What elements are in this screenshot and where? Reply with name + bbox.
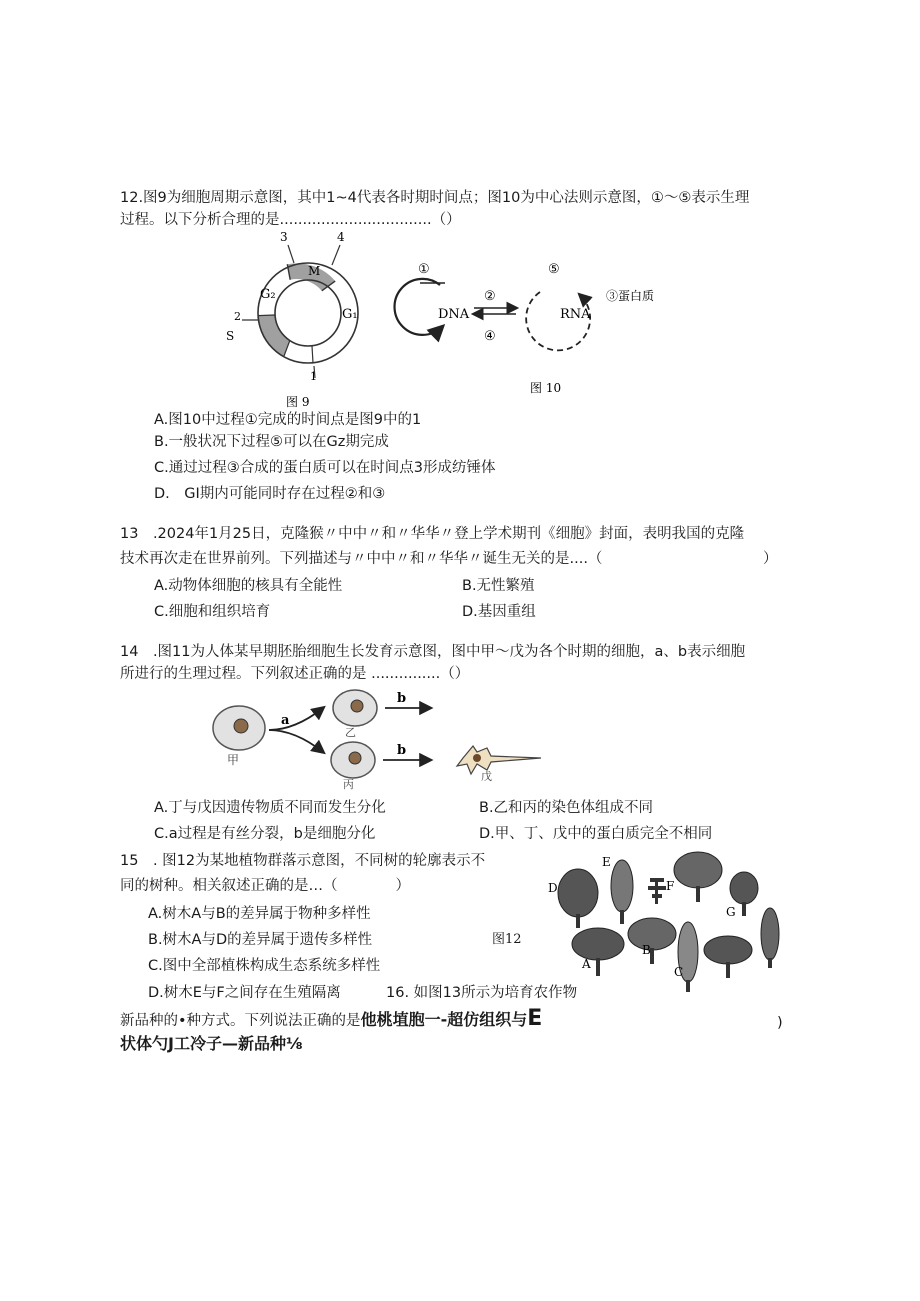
fig11-label-a: a — [281, 713, 290, 728]
fig9-label-4: 4 — [337, 230, 345, 244]
q15-option-b[interactable]: B.树木A与D的差异属于遗传多样性 — [148, 932, 373, 948]
q15-line1: 15 . 图12为某地植物群落示意图，不同树的轮廓表示不 — [120, 853, 486, 869]
fig10-label-4: ④ — [484, 329, 496, 344]
figure-9-cell-cycle — [222, 228, 372, 413]
fig10-label-dna: DNA — [438, 307, 470, 322]
fig10-label-2: ② — [484, 289, 496, 304]
tree-label-d: D — [548, 881, 558, 895]
fig12-caption: 图12 — [492, 932, 522, 947]
fig9-label-1: 1 — [310, 370, 317, 383]
tree-label-e: E — [602, 855, 611, 869]
figure-11-cell-development — [205, 688, 550, 796]
q15-option-c[interactable]: C.图中全部植株构成生态系统多样性 — [148, 958, 381, 974]
q16-close-paren: ) — [777, 1015, 783, 1031]
q12-option-d[interactable]: D. GI期内可能同时存在过程②和③ — [154, 486, 386, 502]
tree-right-conifer — [761, 908, 779, 968]
fig9-label-3: 3 — [280, 230, 288, 244]
tree-label-g: G — [726, 905, 736, 919]
fig11-label-bing: 丙 — [343, 778, 354, 791]
fig11-label-yi: 乙 — [345, 726, 356, 739]
fig11-label-b-top: b — [397, 691, 407, 706]
fig9-label-2: 2 — [234, 310, 241, 323]
q16-line2-c: E — [527, 1006, 543, 1031]
q15-line2: 同的树种。相关叙述正确的是…（ ） — [120, 878, 410, 894]
tree-e — [611, 860, 633, 924]
fig10-label-rna: RNA — [560, 307, 591, 322]
q13-option-a[interactable]: A.动物体细胞的核具有全能性 — [154, 578, 343, 594]
q12-option-c[interactable]: C.通过过程③合成的蛋白质可以在时间点3形成纺锤体 — [154, 460, 496, 476]
q13-close-paren: ） — [763, 551, 778, 567]
figure-12-plant-community — [548, 848, 790, 996]
fig11-label-b-bottom: b — [397, 743, 407, 758]
q15-option-a[interactable]: A.树木A与B的差异属于物种多样性 — [148, 906, 371, 922]
fig10-caption: 图 10 — [530, 381, 562, 395]
q12-option-b[interactable]: B.一般状况下过程⑤可以在Gz期完成 — [154, 434, 389, 450]
cell-wu — [457, 746, 541, 774]
q13-option-b[interactable]: B.无性繁殖 — [462, 578, 535, 594]
q15-option-d[interactable]: D.树木E与F之间存在生殖隔离 — [148, 985, 341, 1001]
q14-line1: 14 .图11为人体某早期胚胎细胞生长发育示意图，图中甲～戊为各个时期的细胞，a、b表示细胞 — [120, 644, 746, 660]
q16-line3: 状体勺J工冷子—新品种⅛ — [120, 1034, 303, 1053]
fig10-label-protein: ③蛋白质 — [606, 289, 655, 303]
tree-label-b: B — [642, 943, 651, 957]
replication-arc — [395, 279, 442, 335]
tree-b — [628, 918, 676, 964]
q14-option-d[interactable]: D.甲、丁、戊中的蛋白质完全不相同 — [479, 826, 713, 842]
fig11-label-jia: 甲 — [227, 753, 240, 767]
tree-label-c: C — [674, 965, 684, 979]
q16-line2-a: 新品种的•种方式。下列说法正确的是 — [120, 1013, 361, 1029]
tree-label-a: A — [582, 957, 591, 971]
q14-option-a[interactable]: A.丁与戊因遗传物质不同而发生分化 — [154, 800, 386, 816]
q16-line2-prefix — [120, 1006, 543, 1031]
fig9-caption: 图 9 — [286, 395, 310, 409]
q12-line2: 过程。以下分析合理的是.................................（） — [120, 212, 461, 228]
q14-option-b[interactable]: B.乙和丙的染色体组成不同 — [479, 800, 654, 816]
fig10-label-5: ⑤ — [548, 262, 560, 277]
q13-line1: 13 .2024年1月25日，克隆猴〃中中〃和〃华华〃登上学术期刊《细胞》封面，表明我国的克隆 — [120, 526, 745, 542]
q12-line1: 12.图9为细胞周期示意图，其中1~4代表各时期时间点；图10为中心法则示意图，①～⑤表示生理 — [120, 190, 750, 206]
fig9-label-s: S — [226, 329, 235, 343]
fig9-label-g1: G₁ — [342, 307, 358, 322]
fig10-label-1: ① — [418, 262, 430, 277]
q13-option-c[interactable]: C.细胞和组织培育 — [154, 604, 271, 620]
tree-top-right — [674, 852, 722, 902]
tree-f — [648, 878, 666, 904]
tree-label-f: F — [666, 879, 675, 893]
tree-bottom-right — [704, 936, 752, 978]
q13-line2: 技术再次走在世界前列。下列描述与〃中中〃和〃华华〃诞生无关的是....（ — [120, 551, 603, 567]
q16-line1: 16. 如图13所示为培育农作物 — [386, 985, 578, 1001]
q12-option-a[interactable]: A.图10中过程①完成的时间点是图9中的1 — [154, 412, 422, 428]
fig9-label-g2: G₂ — [260, 287, 276, 302]
fig11-label-wu: 戊 — [481, 770, 492, 783]
q16-line2-b: 他桃埴胞一-超仿组织与 — [360, 1010, 528, 1029]
q14-option-c[interactable]: C.a过程是有丝分裂，b是细胞分化 — [154, 826, 376, 842]
tree-a — [572, 928, 624, 976]
tree-c — [678, 922, 698, 992]
tree-d — [558, 869, 598, 928]
q14-line2: 所进行的生理过程。下列叙述正确的是 ...............（） — [120, 666, 470, 682]
figure-10-central-dogma — [390, 255, 680, 400]
fig9-label-m: M — [308, 264, 321, 278]
q13-option-d[interactable]: D.基因重组 — [462, 604, 536, 620]
